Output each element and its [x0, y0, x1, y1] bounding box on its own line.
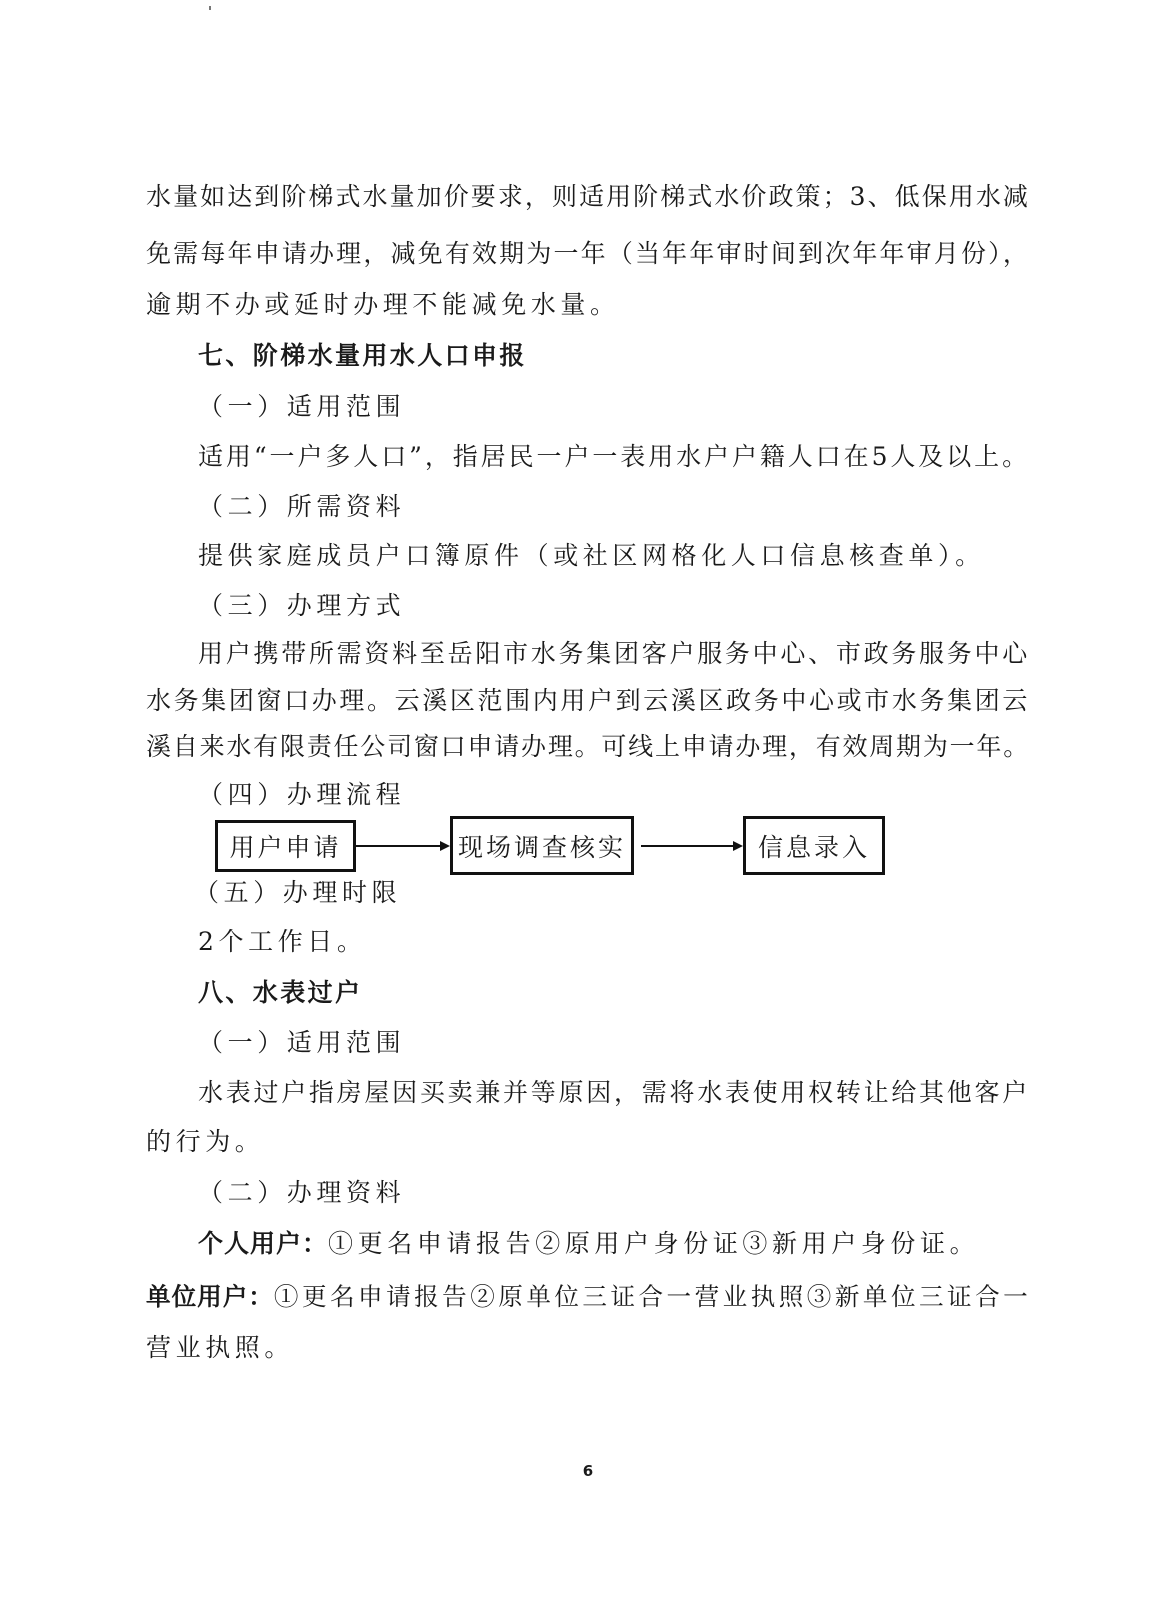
flow-arrow-icon: [356, 836, 450, 856]
unit-user-line: [146, 1281, 1031, 1313]
subsection-heading: （五）办理时限: [194, 878, 402, 907]
subsection-heading: （四）办理流程: [198, 780, 406, 809]
personal-user-line: [198, 1228, 979, 1260]
scan-speck: [209, 6, 211, 10]
paragraph-line: 逾期不办或延时办理不能减免水量。: [146, 290, 620, 319]
flow-step-site-survey: [450, 816, 634, 875]
section-heading-8: 八、水表过户: [198, 978, 363, 1007]
page-number: 6: [582, 1462, 594, 1480]
unit-user-text: ①更名申请报告②原单位三证合一营业执照③新单位三证合一: [273, 1282, 1032, 1311]
subsection-heading: （三）办理方式: [198, 591, 406, 620]
paragraph-line: 的行为。: [146, 1127, 265, 1156]
flow-arrow-icon: [641, 836, 743, 856]
flow-step-info-entry: [743, 816, 885, 875]
flow-step-label: 现场调查核实: [457, 832, 626, 862]
paragraph-line: 水务集团窗口办理。云溪区范围内用户到云溪区政务中心或市水务集团云: [146, 686, 1030, 715]
flow-step-label: 信息录入: [757, 832, 870, 862]
paragraph-line: 适用“一户多人口”，指居民一户一表用水户户籍人口在5人及以上。: [198, 442, 1030, 471]
subsection-heading: （一）适用范围: [198, 1028, 406, 1057]
subsection-heading: （二）办理资料: [198, 1178, 406, 1207]
personal-user-text: ①更名申请报告②原用户身份证③新用户身份证。: [328, 1229, 980, 1258]
paragraph-line: 水表过户指房屋因买卖兼并等原因，需将水表使用权转让给其他客户: [198, 1078, 1030, 1107]
paragraph-line: 用户携带所需资料至岳阳市水务集团客户服务中心、市政务服务中心: [198, 639, 1030, 668]
paragraph-line: 2个工作日。: [198, 927, 367, 956]
paragraph-line: 水量如达到阶梯式水量加价要求，则适用阶梯式水价政策；3、低保用水减: [146, 182, 1030, 211]
personal-user-label: 个人用户：: [198, 1229, 329, 1258]
paragraph-line: 溪自来水有限责任公司窗口申请办理。可线上申请办理，有效周期为一年。: [146, 732, 1030, 761]
flow-step-label: 用户申请: [229, 833, 342, 862]
paragraph-line: 提供家庭成员户口簿原件（或社区网格化人口信息核查单）。: [198, 541, 985, 570]
paragraph-line: 免需每年申请办理，减免有效期为一年（当年年审时间到次年年审月份），: [146, 239, 1030, 268]
subsection-heading: （二）所需资料: [198, 492, 406, 521]
unit-user-label: 单位用户：: [146, 1282, 274, 1311]
paragraph-line: 营业执照。: [146, 1333, 295, 1362]
flow-step-user-apply: [215, 820, 356, 872]
subsection-heading: （一）适用范围: [198, 392, 406, 421]
section-heading-7: 七、阶梯水量用水人口申报: [198, 341, 527, 370]
